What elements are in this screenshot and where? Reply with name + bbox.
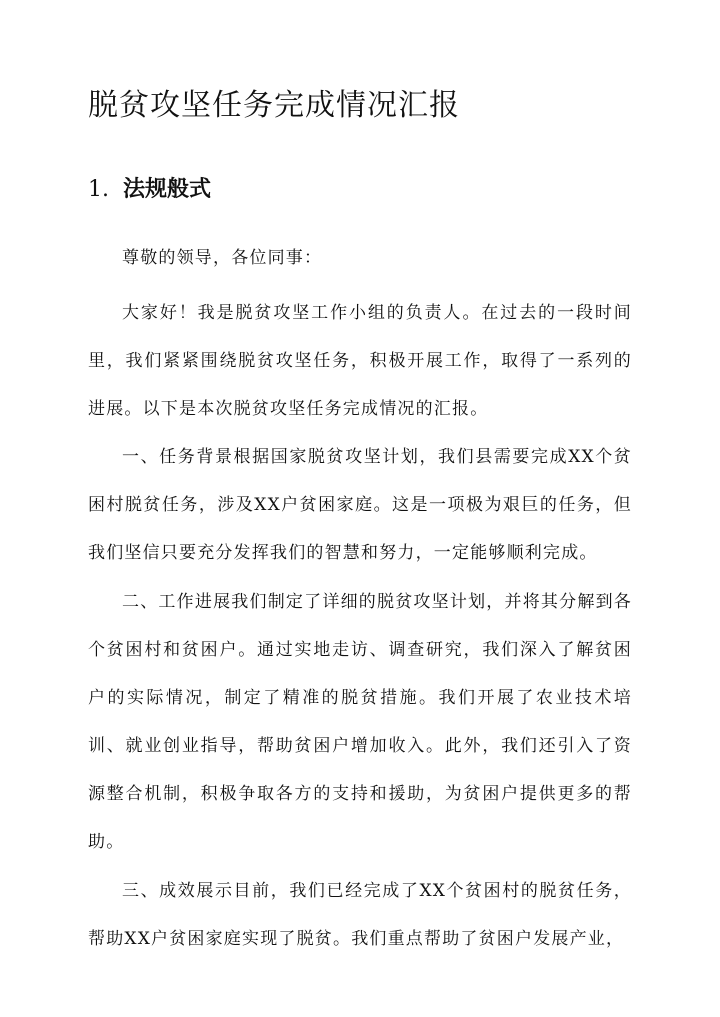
section-heading — [88, 172, 211, 207]
section-number: 1. — [88, 177, 109, 202]
task-background-paragraph: 一、任务背景根据国家脱贫攻坚计划，我们县需要完成XX个贫困村脱贫任务，涉及XX户贫困家庭。这是一项极为艰巨的任务，但我们坚信只要充分发挥我们的智慧和努力，一定能够顺利完成。 — [88, 447, 632, 563]
intro-paragraph: 大家好！我是脱贫攻坚工作小组的负责人。在过去的一段时间里，我们紧紧围绕脱贫攻坚任务，积极开展工作，取得了一系列的进展。以下是本次脱贫攻坚任务完成情况的汇报。 — [88, 303, 632, 419]
document-title: 脱贫攻坚任务完成情况汇报 — [88, 88, 460, 123]
section-heading-text: 法规般式 — [123, 176, 212, 202]
results-paragraph: 三、成效展示目前，我们已经完成了XX个贫困村的脱贫任务，帮助XX户贫困家庭实现了脱贫。我们重点帮助了贫困户发展产业， — [88, 881, 632, 949]
work-progress-paragraph: 二、工作进展我们制定了详细的脱贫攻坚计划，并将其分解到各个贫困村和贫困户。通过实地走访、调查研究，我们深入了解贫困户的实际情况，制定了精准的脱贫措施。我们开展了农业技术培训、就业创业指导，帮助贫困户增加收入。此外，我们还引入了资源整合机制，积极争取各方的支持和援助，为贫困户提供更多的帮助。 — [88, 592, 632, 852]
salutation-paragraph: 尊敬的领导，各位同事： — [122, 248, 323, 268]
